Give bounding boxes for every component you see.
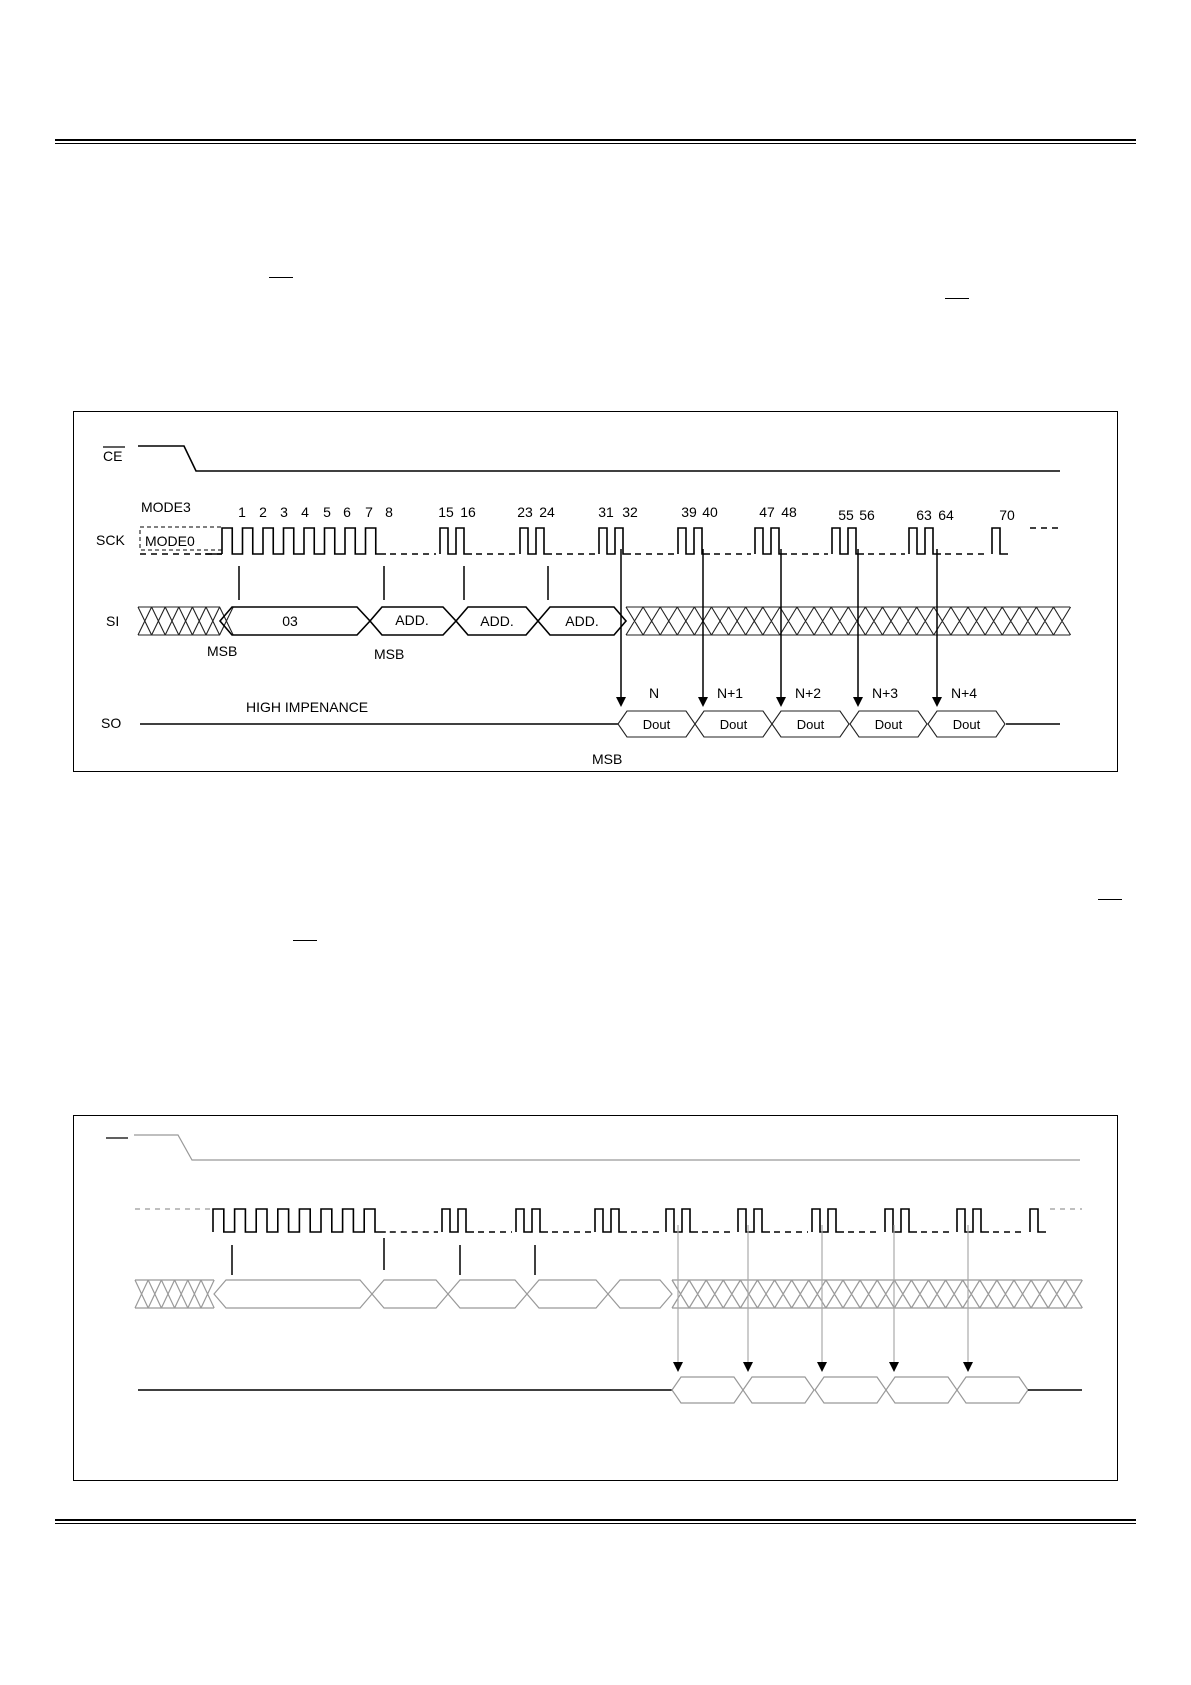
- output-byte-label: N+1: [717, 685, 744, 701]
- arrowhead-icon: [889, 1362, 899, 1372]
- clock-number: 39: [681, 504, 697, 520]
- sck-signal-label: SCK: [96, 532, 125, 548]
- clock-number: 63: [916, 507, 932, 523]
- si-dummy-field-2: [527, 1280, 608, 1308]
- arrowhead-icon: [673, 1362, 683, 1372]
- sck-waveform-2: [213, 1209, 1046, 1232]
- clock-number: 24: [539, 504, 555, 520]
- footer-rule: [55, 1519, 1136, 1524]
- dout-text: Dout: [796, 717, 825, 732]
- clock-number: 3: [280, 504, 288, 520]
- clock-number: 2: [259, 504, 267, 520]
- si-command-field-2: [214, 1280, 372, 1308]
- clock-number: 31: [598, 504, 614, 520]
- so-byte-field: [886, 1377, 957, 1403]
- dout-text: Dout: [719, 717, 748, 732]
- arrowhead-icon: [817, 1362, 827, 1372]
- so-byte-field: [743, 1377, 814, 1403]
- clock-number: 47: [759, 504, 775, 520]
- clock-number: 48: [781, 504, 797, 520]
- msb-output-label: MSB: [592, 751, 623, 767]
- clock-number: 56: [859, 507, 875, 523]
- si-signal-label: SI: [106, 613, 120, 629]
- clock-number: 23: [517, 504, 533, 520]
- mode3-label: MODE3: [141, 499, 191, 515]
- mode0-label: MODE0: [145, 533, 195, 549]
- clock-number: 64: [938, 507, 954, 523]
- so-output-bytes-2: [672, 1377, 1028, 1403]
- si-dont-care-post-2: [672, 1280, 1082, 1308]
- si-address-text-2: ADD.: [480, 613, 514, 629]
- msb-command-label: MSB: [207, 643, 238, 659]
- clock-number: 32: [622, 504, 638, 520]
- so-byte-field: [672, 1377, 743, 1403]
- arrowhead-icon: [963, 1362, 973, 1372]
- ce-signal-label: CE: [103, 448, 123, 464]
- output-byte-label: N+4: [951, 685, 978, 701]
- so-signal-label: SO: [101, 715, 122, 731]
- dout-text: Dout: [874, 717, 903, 732]
- si-address-field-2a: [372, 1280, 448, 1308]
- clock-number: 55: [838, 507, 854, 523]
- si-address-text-1: ADD.: [395, 612, 429, 628]
- dout-text: Dout: [642, 717, 671, 732]
- output-byte-label: N+3: [872, 685, 899, 701]
- clock-number: 8: [385, 504, 393, 520]
- si-command-text: 03: [282, 613, 298, 629]
- si-dummy-field-2b: [608, 1280, 672, 1308]
- clock-number: 6: [343, 504, 351, 520]
- si-address-text-3: ADD.: [565, 613, 599, 629]
- high-impedance-label: HIGH IMPENANCE: [246, 699, 369, 715]
- clock-number: 70: [999, 507, 1015, 523]
- output-byte-label: N: [649, 685, 660, 701]
- si-dont-care-pre-2: [135, 1280, 214, 1308]
- ce-waveform-2: [134, 1135, 1080, 1160]
- output-byte-label: N+2: [795, 685, 822, 701]
- clock-number: 15: [438, 504, 454, 520]
- so-byte-field: [815, 1377, 886, 1403]
- clock-number: 4: [301, 504, 309, 520]
- clock-number: 40: [702, 504, 718, 520]
- clock-number: 5: [323, 504, 331, 520]
- dout-text: Dout: [952, 717, 981, 732]
- clock-number: 1: [238, 504, 246, 520]
- arrowhead-icon: [743, 1362, 753, 1372]
- so-byte-field: [957, 1377, 1028, 1403]
- clock-number: 16: [460, 504, 476, 520]
- clock-number: 7: [365, 504, 373, 520]
- msb-address-label: MSB: [374, 646, 405, 662]
- si-address-field-2b: [448, 1280, 527, 1308]
